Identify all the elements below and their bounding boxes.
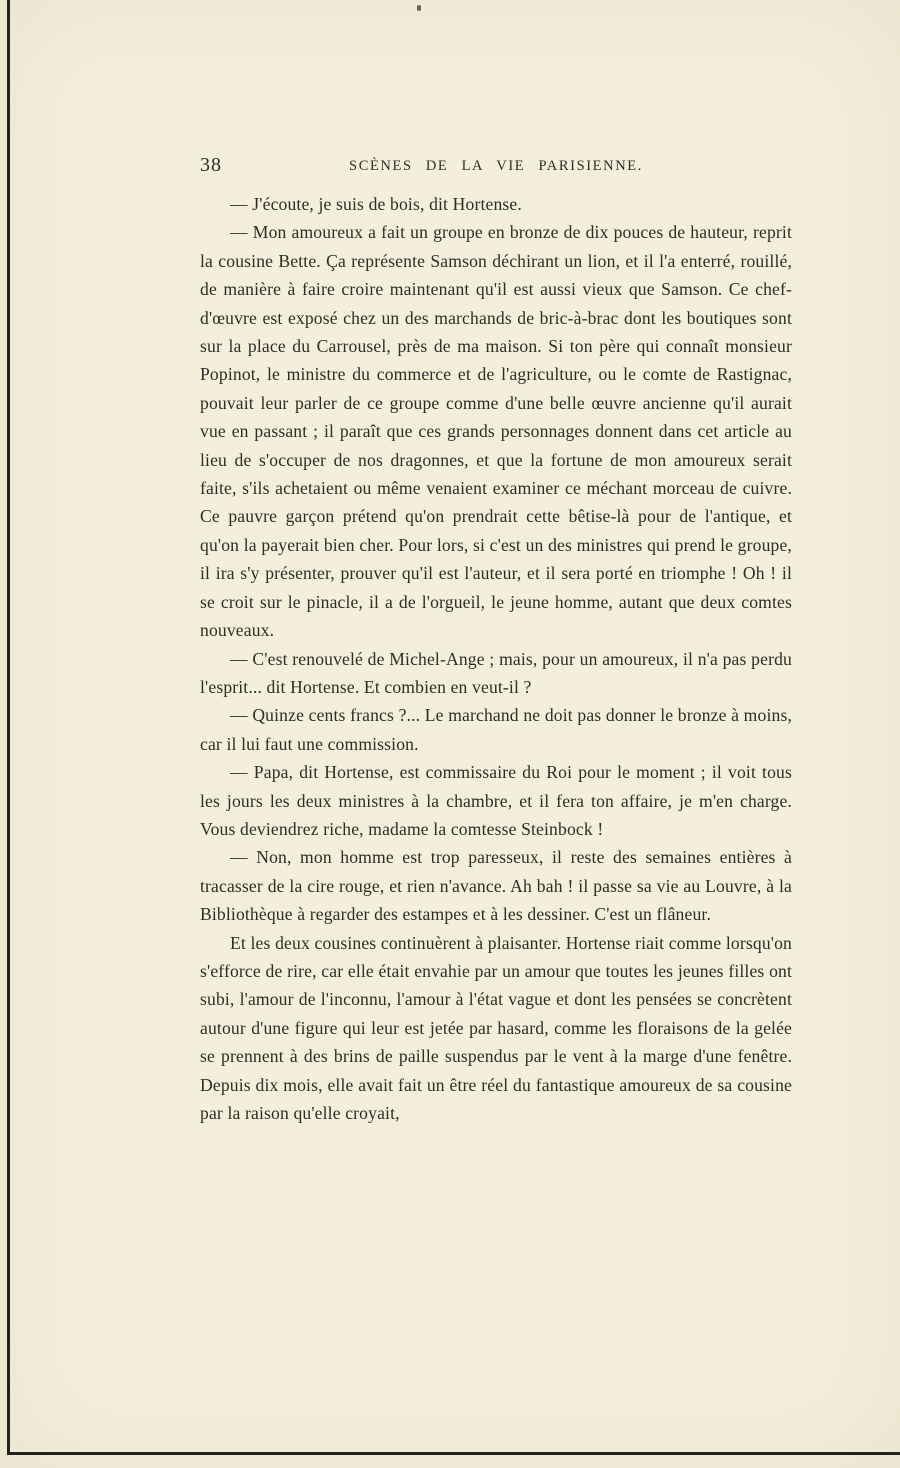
paragraph: — J'écoute, je suis de bois, dit Hortense.: [230, 194, 522, 214]
body-text: [200, 190, 792, 1127]
scan-artifact: [417, 5, 421, 11]
page-content: [200, 152, 792, 1127]
scan-edge-left: [7, 0, 10, 1455]
paragraph: — Mon amoureux a fait un groupe en bronze de dix pouces de hauteur, reprit la cousine Bette. Ça représente Samson déchirant un lion, et il l'a enterré, rouillé, de manière à faire croire maintenant qu'il est aussi vieux que Samson. Ce chef-d'œuvre est exposé chez un des marchands de bric-à-brac dont les boutiques sont sur la place du Carrousel, près de ma maison. Si ton père qui connaît monsieur Popinot, le ministre du commerce et de l'agriculture, ou le comte de Rastignac, pouvait leur parler de ce groupe comme d'une belle œuvre ancienne qu'il aurait vue en passant ; il paraît que ces grands personnages donnent dans cet article au lieu de s'occuper de nos dragonnes, et que la fortune de mon amoureux serait faite, s'ils achetaient ou même venaient examiner ce méchant morceau de cuivre. Ce pauvre garçon prétend qu'on prendrait cette bêtise-là pour de l'antique, et qu'on la payerait bien cher. Pour lors, si c'est un des ministres qui prend le groupe, il ira s'y présenter, prouver qu'il est l'auteur, et il sera porté en triomphe ! Oh ! il se croit sur le pinacle, il a de l'orgueil, le jeune homme, autant que deux comtes nouveaux.: [200, 222, 792, 641]
paragraph: — Quinze cents francs ?... Le marchand ne doit pas donner le bronze à moins, car il lui faut une commission.: [200, 705, 792, 754]
page-header: [200, 152, 792, 184]
page-number: 38: [200, 154, 222, 176]
scan-edge-shadow: [0, 0, 7, 1468]
paragraph: — Non, mon homme est trop paresseux, il reste des semaines entières à tracasser de la cire rouge, et rien n'avance. Ah bah ! il passe sa vie au Louvre, à la Bibliothèque à regarder des estampes et à les dessiner. C'est un flâneur.: [200, 847, 792, 925]
paragraph: — C'est renouvelé de Michel-Ange ; mais, pour un amoureux, il n'a pas perdu l'esprit... dit Hortense. Et combien en veut-il ?: [200, 648, 792, 697]
paragraph: Et les deux cousines continuèrent à plaisanter. Hortense riait comme lorsqu'on s'efforce de rire, car elle était envahie par un amour que toutes les jeunes filles ont subi, l'amour de l'inconnu, l'amour à l'état vague et dont les pensées se concrètent autour d'une figure qui leur est jetée par hasard, comme les floraisons de la gelée se prennent à des brins de paille suspendus par le vent à la marge d'une fenêtre. Depuis dix mois, elle avait fait un être réel du fantastique amoureux de sa cousine par la raison qu'elle croyait,: [200, 932, 792, 1123]
paragraph: — Papa, dit Hortense, est commissaire du Roi pour le moment ; il voit tous les jours les deux ministres à la chambre, et il fera ton affaire, je m'en charge. Vous deviendrez riche, madame la comtesse Steinbock !: [200, 762, 792, 839]
scan-edge-bottom: [7, 1452, 900, 1455]
running-header: SCÈNES DE LA VIE PARISIENNE.: [349, 158, 643, 174]
